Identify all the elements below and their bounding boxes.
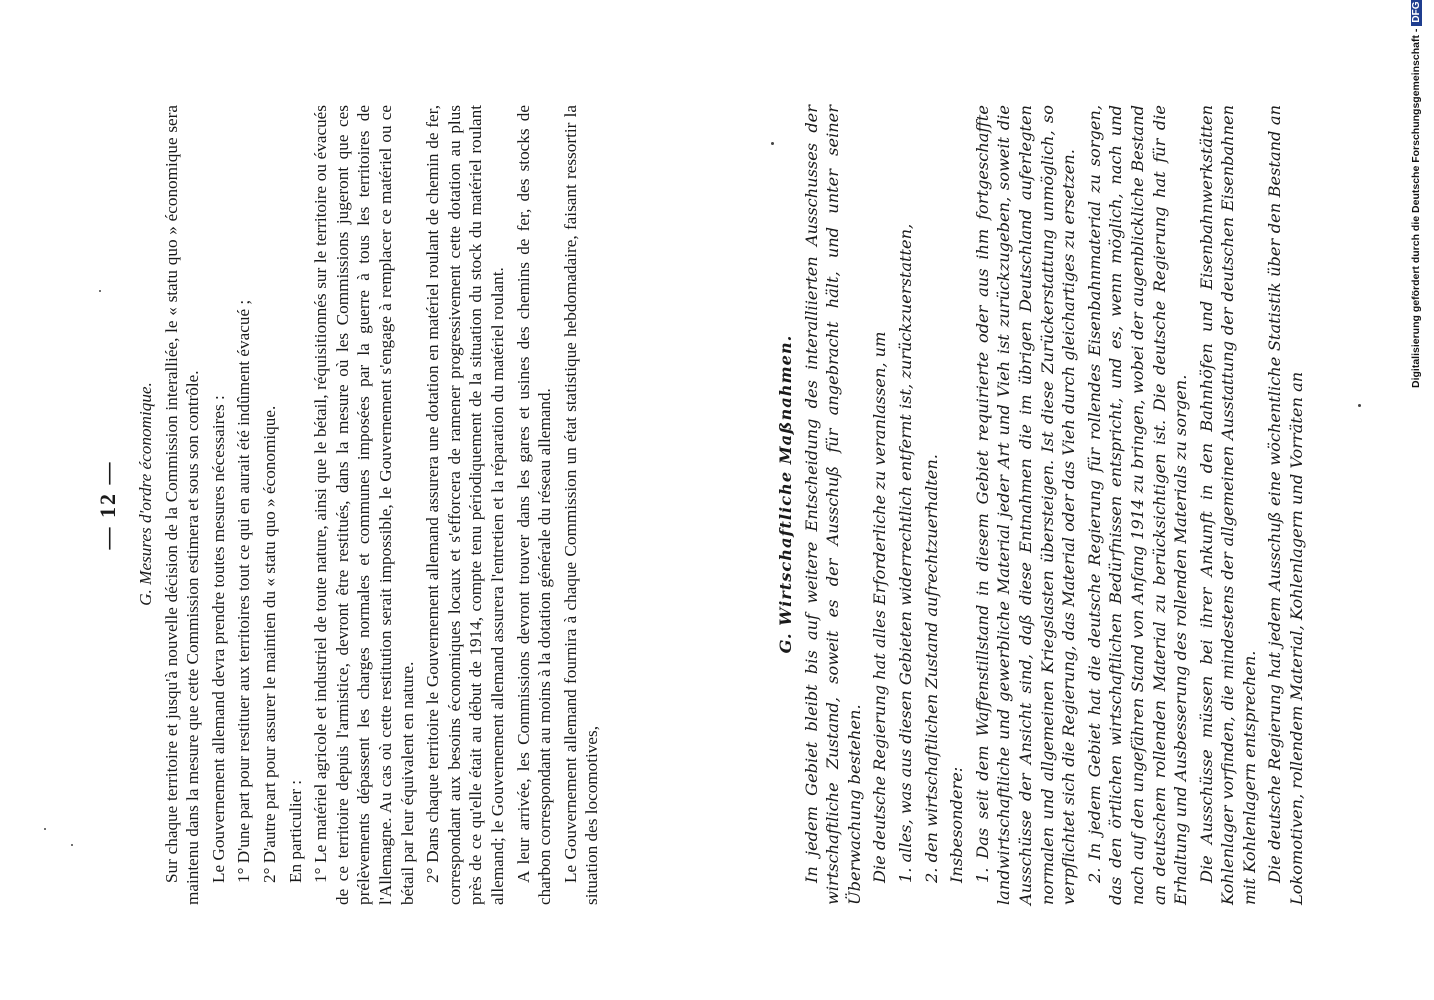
- scan-speck: [1358, 404, 1361, 407]
- french-paragraph: Le Gouvernement allemand fournira à chaque Commission un état statistique hebdomadaire, faisant ressortir la situation des locomotives,: [560, 105, 602, 905]
- german-paragraph: 2. den wirtschaftlichen Zustand aufrechtzuerhalten.: [921, 454, 941, 883]
- german-heading: G. Wirtschaftliche Maßnahmen.: [776, 334, 795, 654]
- scan-speck: [44, 828, 46, 830]
- german-paragraph: Die deutsche Regierung hat jedem Ausschuß eine wöchentliche Statistik über den Bestand an Lokomotiven, rollendem Material, Kohlenlagern und Vorräten an: [1265, 105, 1307, 905]
- french-paragraph: Sur chaque territoire et jusqu'à nouvelle décision de la Commission interalliée, le « statu quo » économique sera maintenu dans la mesure que cette Commission estimera et sous son contrôle.: [161, 105, 203, 905]
- french-paragraph: Le Gouvernement allemand devra prendre toutes mesures nécessaires :: [208, 395, 228, 883]
- german-paragraph: 1. Das seit dem Waffenstillstand in diesem Gebiet requirierte oder aus ihm fortgeschaffte landwirtschaftliche und gewerbliche Material jeder Art und Vieh ist zurückzugeben, soweit die Ausschüsse der Ansicht sind, daß diese Entnahmen die im übrigen Deutschland auferlegten normalen und allgemeinen Kriegslasten übersteigen. Ist diese Zurückerstattung unmöglich, so verpflichtet sich die Regierung, das Material oder das Vieh durch gleichartiges zu ersetzen.: [972, 105, 1079, 905]
- german-paragraph: 2. In jedem Gebiet hat die deutsche Regierung für rollendes Eisenbahnmaterial zu sorgen, das den örtlichen wirtschaftlichen Bedürfnissen entspricht, und es, wenn möglich, nach und nach auf den ungefähren Stand von Anfang 1914 zu bringen, wobei der augenblickliche Bestand an deutschem rollenden Material zu berücksichtigen ist. Die deutsche Regierung hat für die Erhaltung und Ausbesserung des rollenden Materials zu sorgen.: [1084, 105, 1191, 905]
- french-column: [95, 85, 735, 925]
- french-paragraph: 1° D'une part pour restituer aux territoires tout ce qui en aurait été indûment évacué ;: [234, 299, 254, 883]
- german-paragraph: Insbesondere:: [947, 766, 967, 883]
- french-paragraph: 2° Dans chaque territoire le Gouvernement allemand assurera une dotation en matériel roulant de chemin de fer, correspondant aux besoins économiques locaux et s'efforcera de ramener progressivement cette dotation au plus près de ce qu'elle était au début de 1914, compte tenu périodiquement de la situation du stock du matériel roulant allemand; le Gouvernement allemand assurera l'entretien et la réparation du matériel roulant.: [423, 105, 507, 905]
- digitization-stamp: [1406, 1, 1432, 388]
- french-text: [135, 105, 607, 905]
- stamp-caption: Digitalisierung gefördert durch die Deutsche Forschungsgemeinschaft -: [1410, 28, 1422, 388]
- french-paragraph: A leur arrivée, les Commissions devront trouver dans les gares et usines des chemins de fer, des stocks de charbon correspondant au moins à la dotation générale du réseau allemand.: [513, 105, 555, 905]
- french-heading: G. Mesures d'ordre économique.: [136, 382, 155, 606]
- french-paragraph: 1° Le matériel agricole et industriel de toute nature, ainsi que le bétail, réquisitionnés sur le territoire ou évacués de ce territoire depuis l'armistice, devront être restitués, dans la mesure où les Commissions jugeront que ces prélèvements dépassent les charges normales et communes imposées par la guerre à tous les territoires de l'Allemagne. Au cas où cette restitution serait impossible, le Gouvernement s'engage à remplacer ce matériel ou ce bétail par leur équivalent en nature.: [311, 105, 417, 905]
- scan-speck: [99, 290, 101, 292]
- digitization-stamp-text: [1410, 0, 1422, 388]
- german-paragraph: 1. alles, was aus diesen Gebieten widerrechtlich entfernt ist, zurückzuerstatten,: [895, 223, 915, 883]
- scan-speck: [71, 844, 73, 846]
- german-paragraph: In jedem Gebiet bleibt bis auf weitere Entscheidung des interalliierten Ausschusses der wirtschaftliche Zustand, soweit es der Ausschuß für angebracht hält, und unter seiner Überwachung bestehen.: [801, 105, 864, 905]
- dfg-logo-icon: DFG: [1411, 0, 1422, 26]
- scan-speck: [771, 142, 774, 145]
- french-paragraph: En particulier :: [285, 779, 305, 883]
- german-column: [735, 85, 1355, 925]
- french-paragraph: 2° D'autre part pour assurer le maintien du « statu quo » économique.: [259, 405, 279, 883]
- german-paragraph: Die deutsche Regierung hat alles Erforderliche zu veranlassen, um: [870, 331, 890, 883]
- page-number: — 12 —: [95, 460, 120, 550]
- german-text: [775, 105, 1312, 905]
- rotated-text-block: [95, 85, 1355, 925]
- german-paragraph: Die Ausschüsse müssen bei ihrer Ankunft in den Bahnhöfen und Eisenbahnwerkstätten Kohlenlager vorfinden, die mindestens der allgemeinen Ausstattung der deutschen Eisenbahnen mit Kohlenlagern entsprechen.: [1196, 105, 1259, 905]
